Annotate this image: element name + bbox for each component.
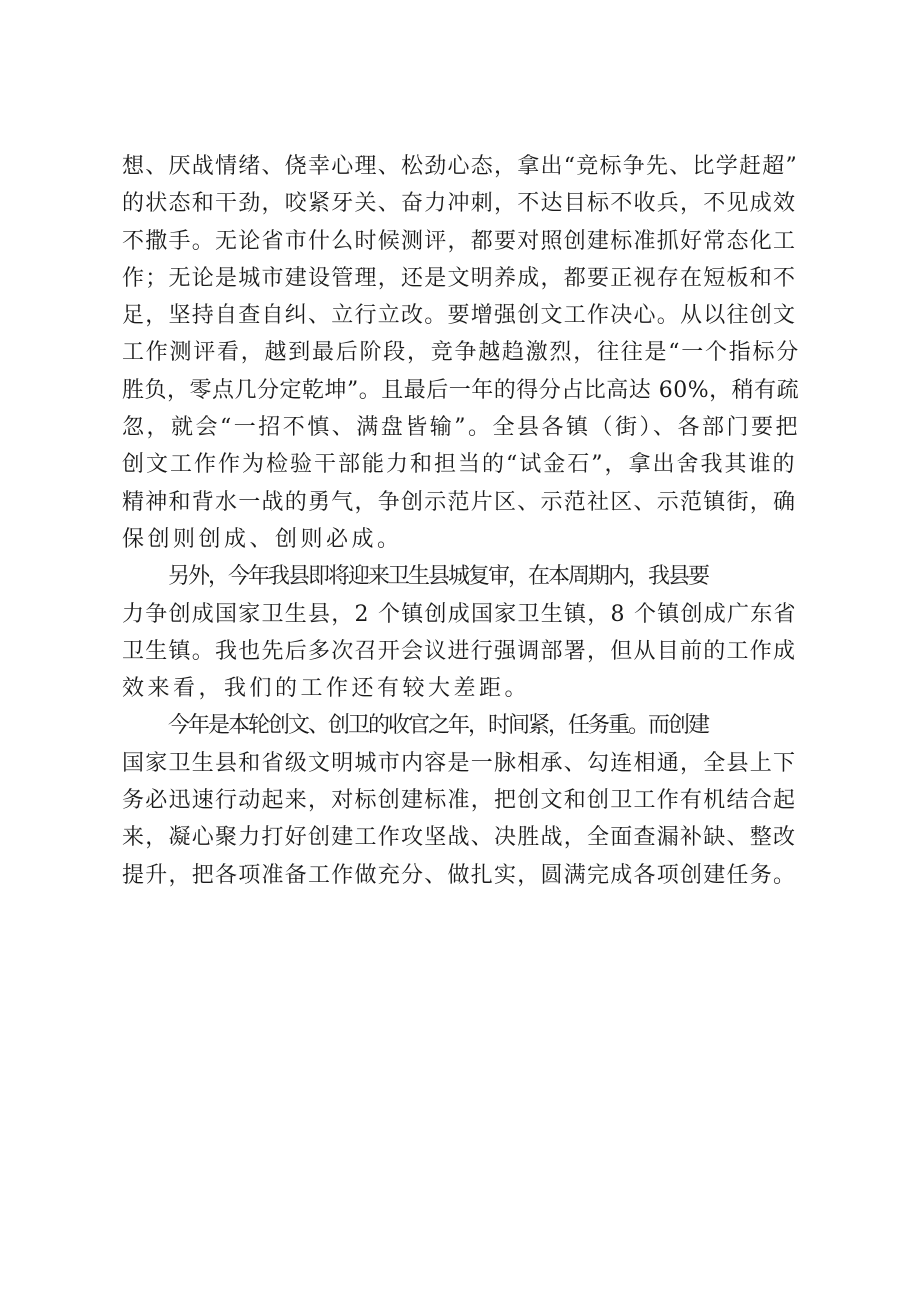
text-line: 今年是本轮创文、创卫的收官之年，时间紧，任务重。而创建 [168,713,709,739]
text-line: 力争创成国家卫生县，2 个镇创成国家卫生镇，8 个镇创成广东省 [122,601,797,627]
text-line: 保创则创成、创则必成。 [122,526,403,552]
text-line: 足，坚持自查自纠、立行立改。要增强创文工作决心。从以往创文 [122,303,797,329]
text-line: 胜负，零点几分定乾坤”。且最后一年的得分占比高达 60%，稍有疏 [122,377,800,403]
text-line: 提升，把各项准备工作做充分、做扎实，圆满完成各项创建任务。 [122,862,797,888]
text-line: 卫生镇。我也先后多次召开会议进行强调部署，但从目前的工作成 [122,638,797,664]
text-line: 来，凝心聚力打好创建工作攻坚战、决胜战，全面查漏补缺、整改 [122,825,797,851]
text-line: 效来看，我们的工作还有较大差距。 [122,676,531,702]
text-line: 创文工作作为检验干部能力和担当的“试金石”，拿出舍我其谁的 [122,452,797,478]
text-line: 工作测评看，越到最后阶段，竞争越趋激烈，往往是“一个指标分 [122,340,800,366]
text-line: 精神和背水一战的勇气，争创示范片区、示范社区、示范镇街，确 [122,489,797,515]
text-line: 不撒手。无论省市什么时候测评，都要对照创建标准抓好常态化工 [122,228,797,254]
text-line: 的状态和干劲，咬紧牙关、奋力冲刺，不达目标不收兵，不见成效 [122,191,797,217]
text-line: 想、厌战情绪、侥幸心理、松劲心态，拿出“竞标争先、比学赶超” [122,154,798,179]
body-text [122,148,802,894]
text-line: 忽，就会“一招不慎、满盘皆输”。全县各镇（街）、各部门要把 [122,415,800,441]
text-line: 作；无论是城市建设管理，还是文明养成，都要正视存在短板和不 [122,265,797,291]
text-line: 另外，今年我县即将迎来卫生县城复审，在本周期内，我县要 [168,564,709,590]
text-line: 务必迅速行动起来，对标创建标准，把创文和创卫工作有机结合起 [122,788,797,814]
text-line: 国家卫生县和省级文明城市内容是一脉相承、勾连相通，全县上下 [122,750,797,776]
